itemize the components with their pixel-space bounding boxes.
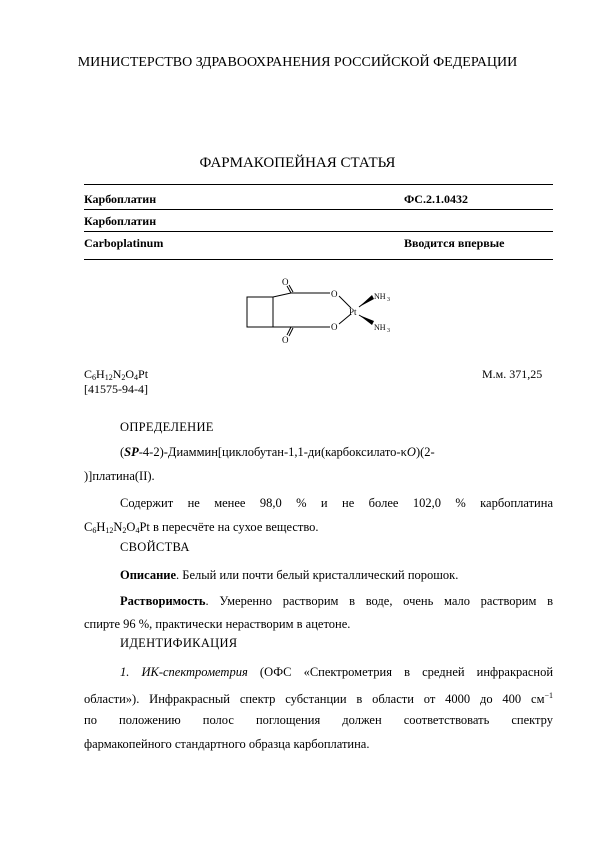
- atom-o-ring-lower: O: [331, 322, 338, 332]
- divider-1: [84, 209, 553, 210]
- status-label: Вводится впервые: [404, 236, 505, 250]
- nh3-bottom: NH: [374, 323, 386, 332]
- cyclobutane-ring: [247, 297, 273, 327]
- definition-line-1: (SP-4-2)-Диаммин[циклобутан-1,1-ди(карбоксилато-κO)(2-: [120, 445, 435, 459]
- nh3-bottom-sub: 3: [387, 328, 390, 334]
- molecular-weight: М.м. 371,25: [482, 367, 543, 381]
- ministry-title: МИНИСТЕРСТВО ЗДРАВООХРАНЕНИЯ РОССИЙСКОЙ ФЕДЕРАЦИИ: [77, 55, 518, 70]
- ir-line-1: 1. ИК-спектрометрия (ОФС «Спектрометрия в средней инфракрасной: [120, 665, 554, 679]
- nh3-top-sub: 3: [387, 297, 390, 303]
- ir-line-3: по положению полос поглощения должен соответствовать спектру: [84, 713, 553, 727]
- article-code: ФС.2.1.0432: [404, 192, 468, 206]
- nh3-top: NH: [374, 292, 386, 301]
- bond-upper: [273, 293, 291, 297]
- structural-formula: [235, 275, 405, 355]
- atom-o-upper: O: [282, 277, 289, 287]
- solubility-line-1: Растворимость. Умеренно растворим в воде, очень мало растворим в: [120, 594, 553, 608]
- content-line-1: Содержит не менее 98,0 % и не более 102,0 % карбоплатина: [120, 496, 553, 510]
- solubility-line-2: спирте 96 %, практически нерастворим в ацетоне.: [84, 617, 351, 631]
- name-latin: Carboplatinum: [84, 236, 164, 250]
- heading-identification: ИДЕНТИФИКАЦИЯ: [120, 636, 238, 650]
- atom-o-ring-upper: O: [331, 289, 338, 299]
- heading-definition: ОПРЕДЕЛЕНИЕ: [120, 420, 214, 434]
- name-russian: Карбоплатин: [84, 192, 157, 206]
- divider-bottom: [84, 259, 553, 260]
- atom-pt: Pt: [349, 307, 357, 317]
- content-line-2: $C_6H_{12}N_2O_4Pt$ в пересчёте на сухое вещество.: [84, 520, 319, 535]
- divider-top: [84, 184, 553, 185]
- name-russian-2: Карбоплатин: [84, 214, 157, 228]
- molecular-formula: $C_6H_{12}N_2O_4Pt$: [84, 367, 149, 382]
- definition-line-2: )]платина(II).: [84, 469, 155, 483]
- heading-properties: СВОЙСТВА: [120, 540, 190, 554]
- ir-line-4: фармакопейного стандартного образца карбоплатина.: [84, 737, 370, 751]
- atom-o-lower: O: [282, 335, 289, 345]
- divider-2: [84, 231, 553, 232]
- cas-number: [41575-94-4]: [84, 382, 148, 396]
- ir-line-2: области»). Инфракрасный спектр субстанции в области от 4000 до 400 $см^{-1}$: [84, 691, 553, 707]
- document-title: ФАРМАКОПЕЙНАЯ СТАТЬЯ: [199, 155, 396, 171]
- description-line: Описание. Белый или почти белый кристаллический порошок.: [120, 568, 459, 582]
